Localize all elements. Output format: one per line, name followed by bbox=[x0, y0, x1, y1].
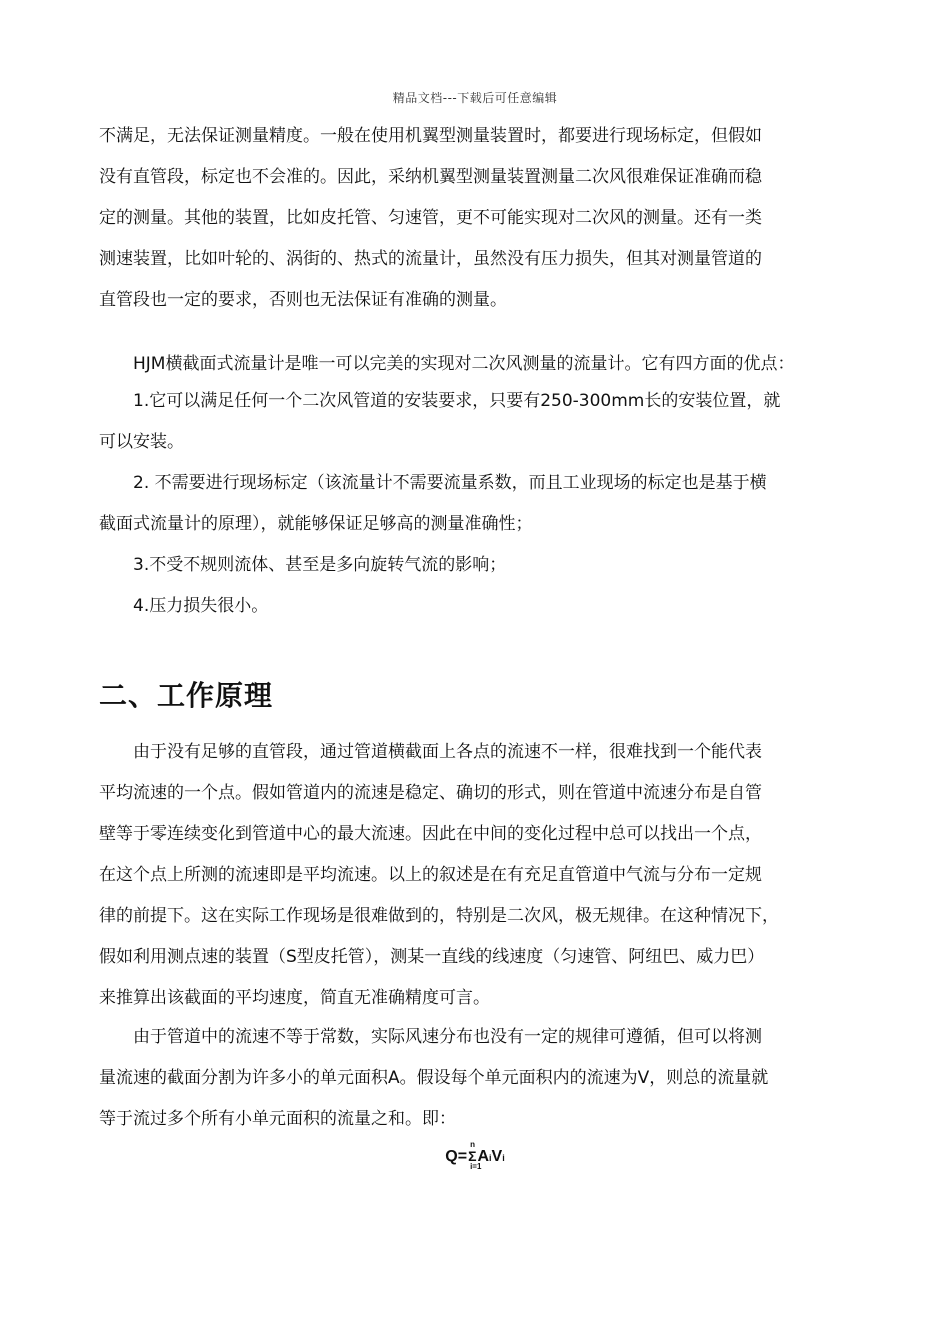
area-term: A bbox=[477, 1148, 490, 1165]
text-line: 壁等于零连续变化到管道中心的最大流速。因此在中间的变化过程中总可以找出一个点， bbox=[99, 824, 762, 844]
area-subscript: i bbox=[489, 1153, 492, 1163]
section-heading: 二、工作原理 bbox=[99, 679, 274, 712]
list-item-4: 4.压力损失很小。 bbox=[133, 596, 269, 616]
formula-lhs: Q= bbox=[445, 1148, 468, 1165]
paragraph-1 bbox=[99, 116, 859, 321]
text-line: 测速装置，比如叶轮的、涡街的、热式的流量计，虽然没有压力损失，但其对测量管道的 bbox=[99, 249, 762, 269]
text-line: 等于流过多个所有小单元面积的流量之和。即： bbox=[99, 1109, 456, 1129]
text-line: 由于没有足够的直管段，通过管道横截面上各点的流速不一样，很难找到一个能代表 bbox=[133, 742, 762, 762]
paragraph-4 bbox=[99, 1017, 859, 1140]
list-item-1-line-2: 可以安装。 bbox=[99, 432, 184, 452]
text-line: 定的测量。其他的装置，比如皮托管、匀速管，更不可能实现对二次风的测量。还有一类 bbox=[99, 208, 762, 228]
text-line: 假如利用测点速的装置（S型皮托管），测某一直线的线速度（匀速管、阿纽巴、威力巴） bbox=[99, 947, 765, 967]
text-line: 律的前提下。这在实际工作现场是很难做到的，特别是二次风，极无规律。在这种情况下， bbox=[99, 906, 779, 926]
text-line: 量流速的截面分割为许多小的单元面积A。假设每个单元面积内的流速为V，则总的流量就 bbox=[99, 1068, 769, 1088]
flow-formula bbox=[0, 1140, 950, 1171]
text-line: 由于管道中的流速不等于常数，实际风速分布也没有一定的规律可遵循，但可以将测 bbox=[133, 1027, 762, 1047]
summation-symbol: Σ n i=1 bbox=[468, 1140, 482, 1171]
velocity-subscript: i bbox=[502, 1153, 505, 1163]
sum-lower-limit: i=1 bbox=[470, 1162, 482, 1171]
paragraph-3 bbox=[99, 732, 859, 1019]
advantages-list bbox=[99, 381, 859, 627]
page-header: 精品文档---下载后可任意编辑 bbox=[392, 91, 558, 105]
text-line: 来推算出该截面的平均速度，简直无准确精度可言。 bbox=[99, 988, 490, 1008]
list-item-1-line-1: 1.它可以满足任何一个二次风管道的安装要求，只要有250-300mm长的安装位置，就 bbox=[133, 391, 781, 411]
list-item-3: 3.不受不规则流体、甚至是多向旋转气流的影响； bbox=[133, 555, 507, 575]
paragraph-2 bbox=[133, 344, 893, 385]
text-line: 在这个点上所测的流速即是平均流速。以上的叙述是在有充足直管道中气流与分布一定规 bbox=[99, 865, 762, 885]
text-line: HJM横截面式流量计是唯一可以完美的实现对二次风测量的流量计。它有四方面的优点： bbox=[133, 354, 795, 374]
list-item-2-line-2: 截面式流量计的原理），就能够保证足够高的测量准确性； bbox=[99, 514, 533, 534]
text-line: 平均流速的一个点。假如管道内的流速是稳定、确切的形式，则在管道中流速分布是自管 bbox=[99, 783, 762, 803]
text-line: 不满足，无法保证测量精度。一般在使用机翼型测量装置时，都要进行现场标定，但假如 bbox=[99, 126, 762, 146]
text-line: 没有直管段，标定也不会准的。因此，采纳机翼型测量装置测量二次风很难保证准确而稳 bbox=[99, 167, 762, 187]
sum-upper-limit: n bbox=[470, 1140, 475, 1149]
text-line: 直管段也一定的要求，否则也无法保证有准确的测量。 bbox=[99, 290, 507, 310]
velocity-term: V bbox=[491, 1148, 503, 1165]
list-item-2-line-1: 2. 不需要进行现场标定（该流量计不需要流量系数，而且工业现场的标定也是基于横 bbox=[133, 473, 767, 493]
